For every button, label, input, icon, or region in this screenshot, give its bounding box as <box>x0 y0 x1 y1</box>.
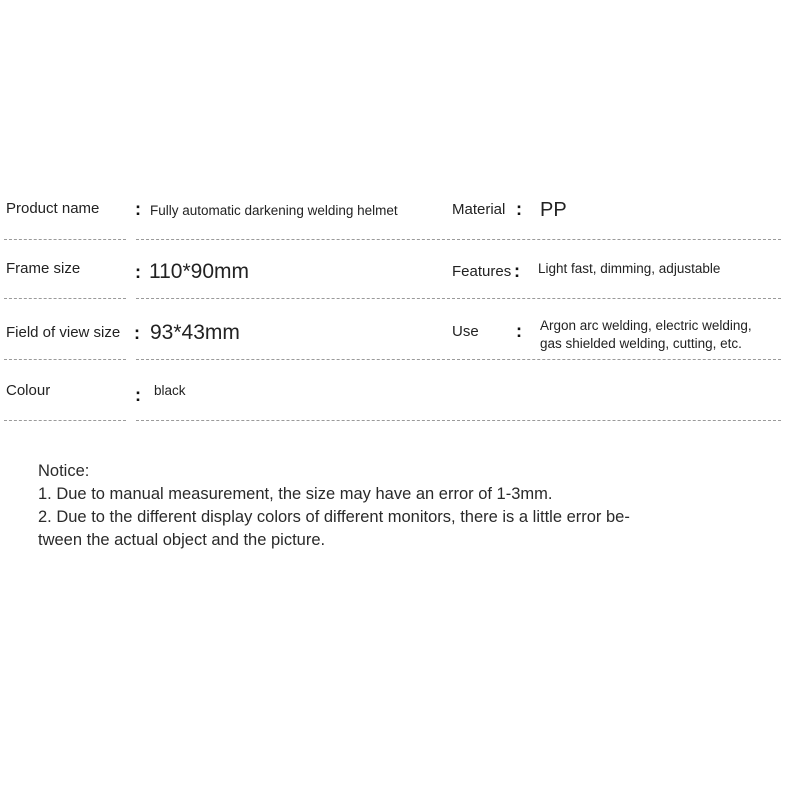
features-label: Features <box>452 263 512 280</box>
notice <box>38 460 778 552</box>
material-label: Material <box>452 201 506 218</box>
frame-size-value: 110*90mm <box>149 260 249 283</box>
divider-right <box>136 239 781 240</box>
field-of-view-size-label: Field of view size <box>6 324 121 341</box>
use-value-line-1: Argon arc welding, electric welding, <box>540 318 752 333</box>
features-value: Light fast, dimming, adjustable <box>538 261 721 276</box>
divider-right <box>136 298 781 299</box>
use-value-line-2: gas shielded welding, cutting, etc. <box>540 336 742 352</box>
divider-left <box>4 298 126 299</box>
material-value: PP <box>540 199 567 221</box>
colour-label: Colour <box>6 382 51 399</box>
notice-title: Notice: <box>38 462 90 480</box>
product-name-colon: : <box>135 199 141 219</box>
divider-right <box>136 359 781 360</box>
notice-line-2: 2. Due to the different display colors of different monitors, there is a little error be- <box>38 508 630 526</box>
field-of-view-size-colon: : <box>134 323 140 343</box>
colour-value: black <box>154 383 186 398</box>
frame-size-label: Frame size <box>6 260 81 277</box>
use-colon: : <box>516 321 522 341</box>
divider-left <box>4 420 126 421</box>
field-of-view-size-value: 93*43mm <box>150 321 240 344</box>
notice-line-1: 1. Due to manual measurement, the size may have an error of 1-3mm. <box>38 485 553 503</box>
product-name-value: Fully automatic darkening welding helmet <box>150 203 398 218</box>
notice-line-3: tween the actual object and the picture. <box>38 531 326 549</box>
colour-colon: : <box>135 385 141 405</box>
use-value <box>540 317 790 353</box>
divider-left <box>4 359 126 360</box>
product-name-label: Product name <box>6 200 100 217</box>
features-colon: : <box>514 261 520 281</box>
use-label: Use <box>452 323 479 340</box>
divider-left <box>4 239 126 240</box>
material-colon: : <box>516 199 522 219</box>
frame-size-colon: : <box>135 262 141 282</box>
divider-right <box>136 420 781 421</box>
